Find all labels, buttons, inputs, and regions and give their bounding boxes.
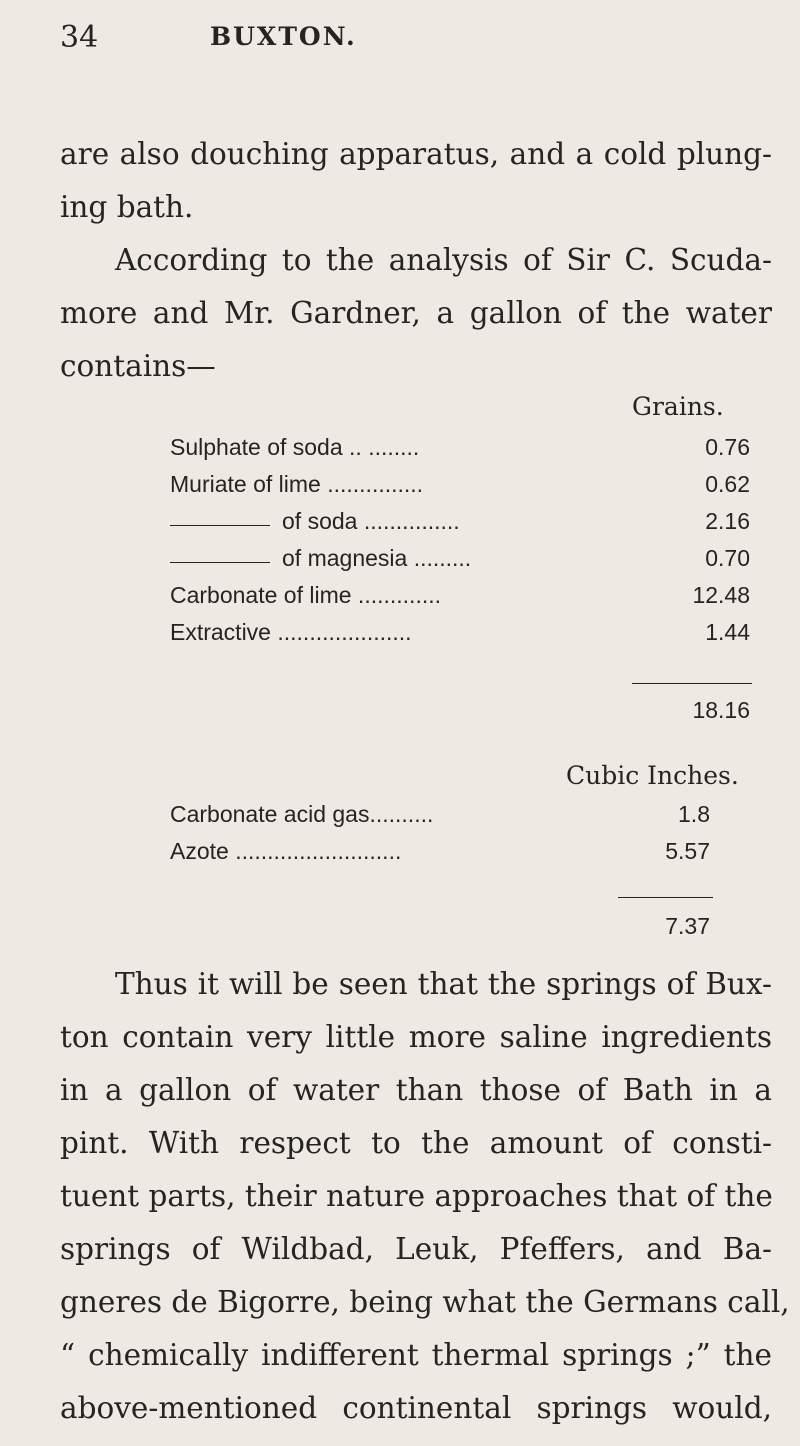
row-value: 1.8 xyxy=(678,801,710,827)
row-value: 0.76 xyxy=(705,434,750,460)
table-row xyxy=(170,434,750,470)
table-row xyxy=(170,471,750,507)
row-label: Carbonate of lime ............. xyxy=(170,582,442,608)
text-line: are also douching apparatus, and a cold plung- xyxy=(60,137,772,171)
text-line: According to the analysis of Sir C. Scuda- xyxy=(115,243,772,277)
row-label: Carbonate acid gas.......... xyxy=(170,801,434,827)
text-line: pint. With respect to the amount of consti- xyxy=(60,1126,772,1160)
text-line: Thus it will be seen that the springs of Bux- xyxy=(115,967,772,1001)
text-line: contains— xyxy=(60,349,216,383)
grains-total: 18.16 xyxy=(692,697,750,723)
table-row xyxy=(170,619,750,655)
row-label: Extractive ..................... xyxy=(170,619,412,645)
page-number: 34 xyxy=(60,20,99,55)
sum-rule xyxy=(618,897,713,898)
text-line: above-mentioned continental springs would, xyxy=(60,1391,772,1425)
text-line: springs of Wildbad, Leuk, Pfeffers, and Ba- xyxy=(60,1232,772,1266)
row-label: of soda ............... xyxy=(282,508,460,534)
grains-heading: Grains. xyxy=(632,392,724,421)
page-header xyxy=(60,20,760,60)
cubic-total: 7.37 xyxy=(665,913,710,939)
row-label: of magnesia ......... xyxy=(282,545,472,571)
row-value: 2.16 xyxy=(705,508,750,534)
text-line: “ chemically indifferent thermal springs ;” the xyxy=(60,1338,772,1372)
row-value: 0.70 xyxy=(705,545,750,571)
text-line: tuent parts, their nature approaches that of the xyxy=(60,1179,773,1213)
text-line: ing bath. xyxy=(60,190,194,224)
closing-paragraph xyxy=(60,958,790,1435)
text-line: ton contain very little more saline ingredients xyxy=(60,1020,772,1054)
row-value: 1.44 xyxy=(705,619,750,645)
row-value: 12.48 xyxy=(692,582,750,608)
running-head: BUXTON. xyxy=(210,22,357,51)
text-line: in a gallon of water than those of Bath in a xyxy=(60,1073,772,1107)
ditto-dash xyxy=(170,562,270,563)
row-label: Sulphate of soda .. ........ xyxy=(170,434,420,460)
table-row xyxy=(170,545,750,581)
row-value: 5.57 xyxy=(665,838,710,864)
row-label: Muriate of lime ............... xyxy=(170,471,424,497)
intro-paragraph xyxy=(60,128,772,393)
row-label: Azote .......................... xyxy=(170,838,402,864)
cubic-heading: Cubic Inches. xyxy=(566,761,739,790)
table-row xyxy=(170,801,710,837)
text-line: gneres de Bigorre, being what the Germans call, xyxy=(60,1285,790,1319)
table-row xyxy=(170,838,710,874)
sum-rule xyxy=(632,683,752,684)
table-row xyxy=(170,508,750,544)
table-row xyxy=(170,582,750,618)
text-line: more and Mr. Gardner, a gallon of the water xyxy=(60,296,772,330)
ditto-dash xyxy=(170,525,270,526)
row-value: 0.62 xyxy=(705,471,750,497)
